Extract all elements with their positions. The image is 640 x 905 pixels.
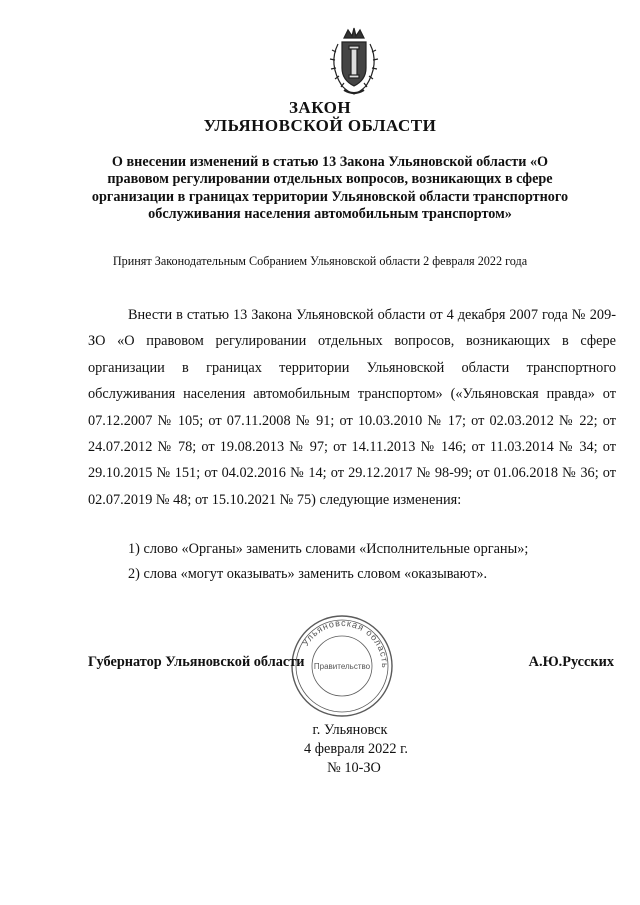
amendment-item-1: 1) слово «Органы» заменить словами «Исполнительные органы»; — [128, 541, 529, 557]
coat-of-arms-emblem — [318, 24, 390, 98]
seal-center-text: Правительство — [313, 662, 371, 671]
law-subtitle: О внесении изменений в статью 13 Закона Ульяновской области «О правовом регулировании отдельных вопросов, возникающих в сфере организации в границах территории Ульяновской области транспортного обслуживания населения автомобильным транспортом» — [91, 154, 569, 223]
footer-law-number: № 10-ЗО — [327, 760, 381, 776]
adoption-line: Принят Законодательным Собранием Ульяновской области 2 февраля 2022 года — [112, 254, 528, 268]
governor-title: Губернатор Ульяновской области — [88, 654, 305, 670]
governor-name: А.Ю.Русских — [528, 654, 614, 670]
law-title-line2: УЛЬЯНОВСКОЙ ОБЛАСТИ — [203, 116, 437, 135]
law-body-paragraph: Внести в статью 13 Закона Ульяновской области от 4 декабря 2007 года № 209-ЗО «О правовом регулировании отдельных вопросов, возникающих в сфере организации в границах территории Ульяновской области транспортного обслуживания населения автомобильным транспортом» («Ульяновская правда» от 07.12.2007 № 105; от 07.11.2008 № 91; от 10.03.2010 № 17; от 02.03.2012 № 22; от 24.07.2012 № 78; от 19.08.2013 № 97; от 14.11.2013 № 146; от 11.03.2014 № 34; от 29.10.2015 № 151; от 04.02.2016 № 14; от 29.12.2017 № 98-99; от 01.06.2018 № 36; от 02.07.2019 № 48; от 15.10.2021 № 75) следующие изменения: — [88, 307, 616, 508]
footer-city: г. Ульяновск — [312, 722, 388, 738]
law-title-line1: ЗАКОН — [288, 98, 352, 117]
seal-ring-text: Ульяновская область — [300, 617, 391, 669]
amendment-item-2: 2) слова «могут оказывать» заменить словом «оказывают». — [128, 566, 488, 582]
footer-date: 4 февраля 2022 г. — [304, 741, 408, 757]
